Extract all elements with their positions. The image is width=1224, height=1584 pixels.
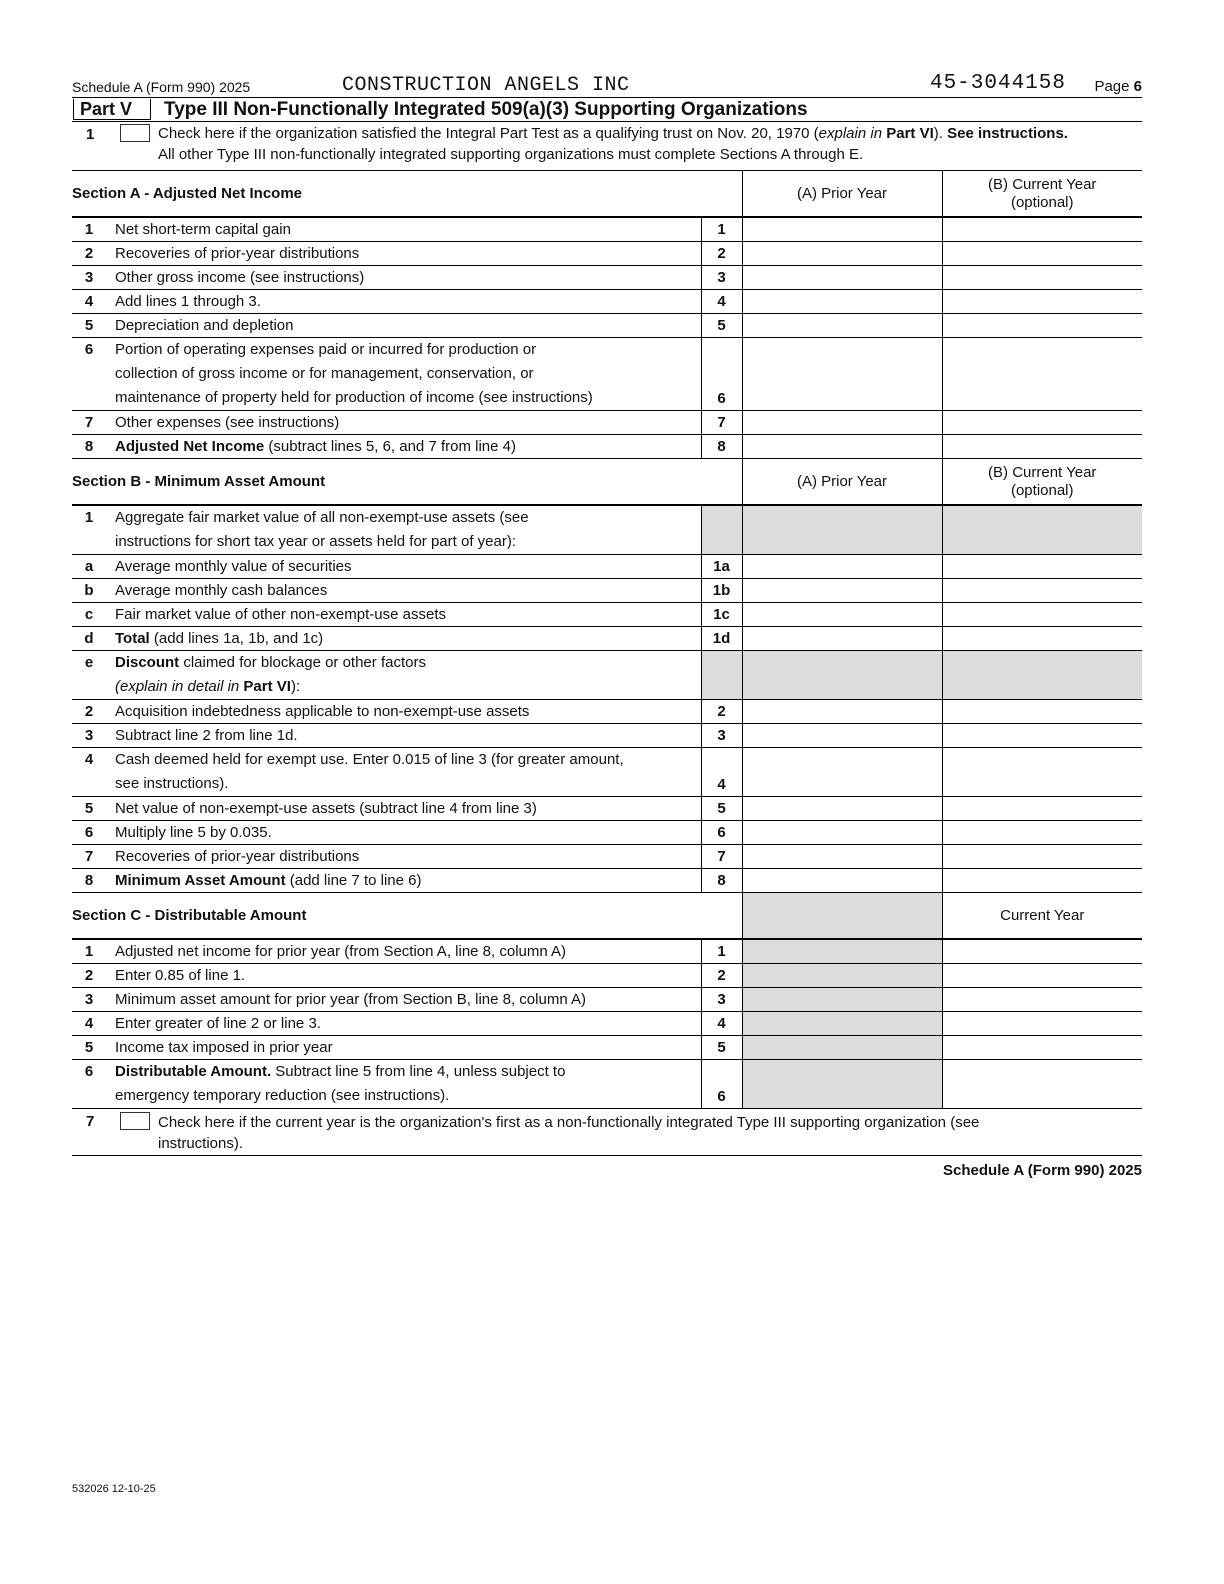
table-row: 1 Adjusted net income for prior year (from Section A, line 8, column A) 1 [72,939,1142,964]
part-label: Part V [73,99,151,120]
line-7-text-2: instructions). [158,1135,244,1152]
table-row: 7 Other expenses (see instructions) 7 [72,411,1142,435]
amount-cell[interactable] [942,724,1142,748]
amount-cell[interactable] [942,1060,1142,1109]
part-header [72,98,1142,122]
line-7-checkbox-row [72,1109,1142,1156]
form-code: 532026 12-10-25 [72,1483,156,1495]
amount-cell[interactable] [742,411,942,435]
amount-cell[interactable] [942,845,1142,869]
amount-cell[interactable] [942,579,1142,603]
amount-cell[interactable] [942,435,1142,459]
part-title: Type III Non-Functionally Integrated 509(a)(3) Supporting Organizations [164,99,808,120]
amount-cell[interactable] [942,627,1142,651]
page-header [72,72,1142,98]
table-row: 6 Multiply line 5 by 0.035. 6 [72,821,1142,845]
table-row: b Average monthly cash balances 1b [72,579,1142,603]
amount-cell[interactable] [742,603,942,627]
table-row: 4 Cash deemed held for exempt use. Enter 0.015 of line 3 (for greater amount, see instructions). 4 [72,748,1142,797]
section-a-header [72,171,1142,217]
page-number: Page 6 [1094,78,1142,95]
page-footer: Schedule A (Form 990) 2025 [943,1162,1142,1179]
schedule-table [72,171,1142,1109]
section-c-header [72,893,1142,940]
amount-cell[interactable] [942,266,1142,290]
amount-cell[interactable] [742,217,942,242]
ein-number: 45-3044158 [929,72,1066,95]
table-row: 5 Depreciation and depletion 5 [72,314,1142,338]
amount-cell[interactable] [942,1012,1142,1036]
organization-name: CONSTRUCTION ANGELS INC [342,74,630,97]
line-number: 7 [86,1113,95,1130]
table-row: 7 Recoveries of prior-year distributions 7 [72,845,1142,869]
table-row: 1 Net short-term capital gain 1 [72,217,1142,242]
amount-cell[interactable] [742,724,942,748]
amount-cell[interactable] [942,700,1142,724]
table-row: 2 Recoveries of prior-year distributions 2 [72,242,1142,266]
table-row: d Total (add lines 1a, 1b, and 1c) 1d [72,627,1142,651]
section-b-title: Section B - Minimum Asset Amount [72,459,742,506]
table-row: 8 Minimum Asset Amount (add line 7 to line 6) 8 [72,869,1142,893]
table-row: 3 Minimum asset amount for prior year (from Section B, line 8, column A) 3 [72,988,1142,1012]
amount-cell[interactable] [942,1036,1142,1060]
amount-cell[interactable] [942,411,1142,435]
col-a-prior-year: (A) Prior Year [742,459,942,506]
col-b-current-year: (B) Current Year (optional) [942,171,1142,217]
section-b-header [72,459,1142,506]
amount-cell[interactable] [942,314,1142,338]
section-a-title: Section A - Adjusted Net Income [72,171,742,217]
amount-cell[interactable] [942,797,1142,821]
amount-cell[interactable] [742,845,942,869]
table-row: a Average monthly value of securities 1a [72,555,1142,579]
table-row: 3 Other gross income (see instructions) 3 [72,266,1142,290]
amount-cell[interactable] [742,338,942,411]
amount-cell[interactable] [742,242,942,266]
table-row: 5 Net value of non-exempt-use assets (subtract line 4 from line 3) 5 [72,797,1142,821]
table-row: c Fair market value of other non-exempt-use assets 1c [72,603,1142,627]
amount-cell[interactable] [742,579,942,603]
schedule-a-page [72,72,1142,1179]
amount-cell[interactable] [942,555,1142,579]
table-row: 1 Aggregate fair market value of all non-exempt-use assets (see instructions for short tax year or assets held for part of year): [72,505,1142,555]
amount-cell[interactable] [942,939,1142,964]
amount-cell[interactable] [942,869,1142,893]
schedule-label: Schedule A (Form 990) 2025 [72,79,251,95]
amount-cell[interactable] [742,314,942,338]
amount-cell[interactable] [942,748,1142,797]
line-number: 1 [86,126,95,143]
table-row: 2 Acquisition indebtedness applicable to non-exempt-use assets 2 [72,700,1142,724]
amount-cell[interactable] [742,700,942,724]
table-row: 3 Subtract line 2 from line 1d. 3 [72,724,1142,748]
line-7-text: Check here if the current year is the organization's first as a non-functionally integrated Type III supporting organization (see [158,1114,980,1131]
integral-part-test-checkbox[interactable] [120,124,150,142]
line-1-checkbox-row [72,122,1142,171]
table-row: 5 Income tax imposed in prior year 5 [72,1036,1142,1060]
amount-cell[interactable] [942,217,1142,242]
amount-cell[interactable] [942,290,1142,314]
amount-cell[interactable] [742,266,942,290]
amount-cell[interactable] [742,627,942,651]
amount-cell[interactable] [742,797,942,821]
first-year-checkbox[interactable] [120,1112,150,1130]
line-1-text: Check here if the organization satisfied the Integral Part Test as a qualifying trust on Nov. 20, 1970 (explain in Part VI). See instructions. [158,125,1068,142]
col-b-current-year: (B) Current Year (optional) [942,459,1142,506]
amount-cell[interactable] [942,988,1142,1012]
amount-cell[interactable] [742,435,942,459]
table-row: 4 Add lines 1 through 3. 4 [72,290,1142,314]
table-row: 6 Distributable Amount. Subtract line 5 from line 4, unless subject to emergency temporary reduction (see instructions). 6 [72,1060,1142,1109]
amount-cell[interactable] [942,242,1142,266]
amount-cell[interactable] [942,603,1142,627]
amount-cell[interactable] [742,748,942,797]
amount-cell[interactable] [742,821,942,845]
amount-cell[interactable] [742,290,942,314]
col-current-year: Current Year [942,893,1142,940]
amount-cell[interactable] [742,555,942,579]
table-row: e Discount claimed for blockage or other factors (explain in detail in Part VI): [72,651,1142,700]
col-a-prior-year: (A) Prior Year [742,171,942,217]
amount-cell[interactable] [942,964,1142,988]
table-row: 8 Adjusted Net Income (subtract lines 5, 6, and 7 from line 4) 8 [72,435,1142,459]
section-c-title: Section C - Distributable Amount [72,893,742,940]
line-1-text-2: All other Type III non-functionally integrated supporting organizations must complete Sections A through E. [158,146,864,163]
amount-cell[interactable] [942,338,1142,411]
amount-cell[interactable] [942,821,1142,845]
table-row: 4 Enter greater of line 2 or line 3. 4 [72,1012,1142,1036]
table-row: 2 Enter 0.85 of line 1. 2 [72,964,1142,988]
table-row: 6 Portion of operating expenses paid or incurred for production or collection of gross income or for management, conservation, or maintenance of property held for production of income (see instructions) 6 [72,338,1142,411]
amount-cell[interactable] [742,869,942,893]
